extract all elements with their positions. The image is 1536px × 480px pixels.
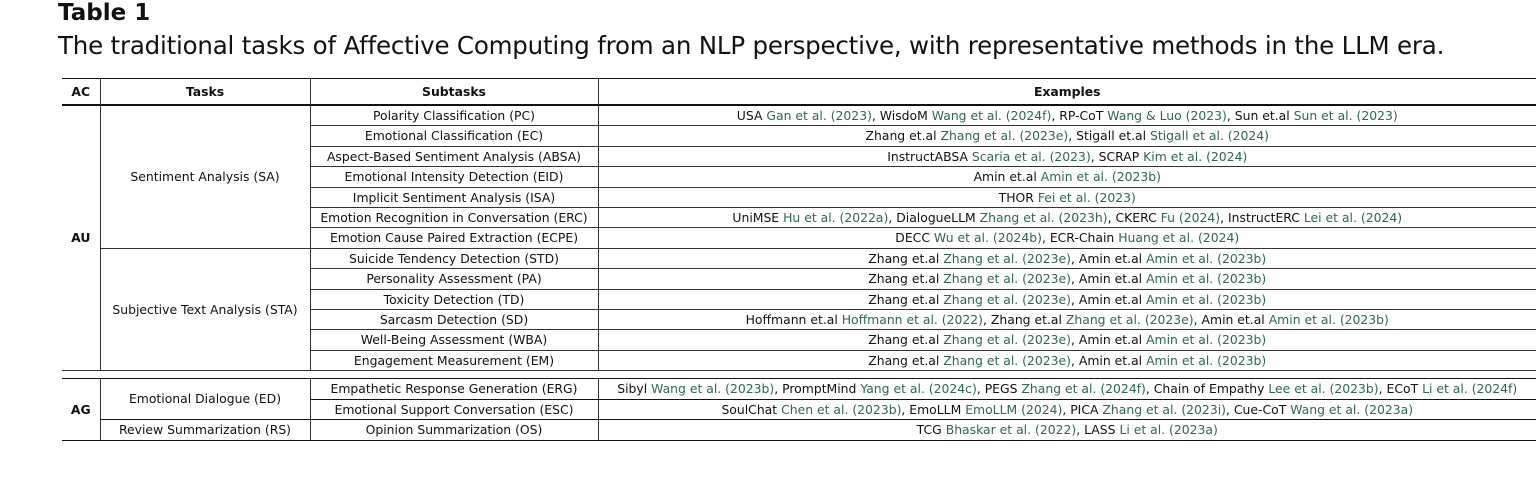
examples-cell [598, 167, 1536, 187]
citation-link[interactable]: Bhaskar et al. (2022) [945, 422, 1077, 438]
method-text: , LASS [1076, 422, 1120, 438]
method-text: , Amin et.al [1071, 291, 1147, 307]
method-text: USA [736, 108, 767, 123]
method-text: , SCRAP [1090, 148, 1144, 164]
citation-link[interactable]: Li et al. (2024f) [1422, 381, 1518, 397]
method-text: , Amin et.al [1071, 352, 1147, 368]
citation-link[interactable]: Amin et al. (2023b) [1146, 291, 1267, 307]
subtask-cell: Emotional Intensity Detection (EID) [310, 167, 598, 187]
table-row [62, 379, 1536, 399]
group-separator [62, 371, 1536, 379]
method-text: SoulChat [721, 401, 782, 417]
method-text: , Zhang et.al [983, 312, 1066, 328]
task-cell: Review Summarization (RS) [100, 420, 310, 440]
method-text: , PromptMind [774, 381, 861, 397]
method-text: , ECR-Chain [1041, 230, 1119, 246]
method-text: , CKERC [1107, 210, 1161, 226]
examples-cell [598, 269, 1536, 289]
ac-category-cell: AG [62, 379, 100, 440]
method-text: Zhang et.al [868, 291, 944, 307]
method-text: Amin et.al [973, 169, 1041, 185]
citation-link[interactable]: Amin et al. (2023b) [1040, 169, 1161, 185]
subtask-cell: Suicide Tendency Detection (STD) [310, 248, 598, 268]
citation-link[interactable]: Amin et al. (2023b) [1146, 332, 1267, 348]
citation-link[interactable]: Amin et al. (2023b) [1268, 312, 1389, 328]
citation-link[interactable]: Zhang et al. (2023e) [1065, 312, 1194, 328]
examples-cell [598, 289, 1536, 309]
examples-cell [598, 187, 1536, 207]
method-text: , RP-CoT [1051, 108, 1108, 123]
header-ac: AC [62, 79, 100, 106]
examples-cell [598, 146, 1536, 166]
method-text: THOR [998, 189, 1038, 205]
method-text: DECC [895, 230, 934, 246]
citation-link[interactable]: Zhang et al. (2023e) [943, 250, 1071, 266]
examples-cell [598, 228, 1536, 248]
table-row [62, 248, 1536, 268]
citation-link[interactable]: Hoffmann et al. (2022) [841, 312, 984, 328]
citation-link[interactable]: Wang et al. (2023b) [651, 381, 775, 397]
citation-link[interactable]: Lei et al. (2024) [1303, 210, 1403, 226]
subtask-cell: Empathetic Response Generation (ERG) [310, 379, 598, 399]
subtask-cell: Implicit Sentiment Analysis (ISA) [310, 187, 598, 207]
examples-cell [598, 350, 1536, 370]
citation-link[interactable]: Lee et al. (2023b) [1268, 381, 1379, 397]
subtask-cell: Emotion Recognition in Conversation (ERC) [310, 208, 598, 228]
subtask-cell: Engagement Measurement (EM) [310, 350, 598, 370]
examples-cell [598, 399, 1536, 419]
subtask-cell: Emotion Cause Paired Extraction (ECPE) [310, 228, 598, 248]
citation-link[interactable]: Zhang et al. (2023h) [979, 210, 1108, 226]
method-text: , Amin et.al [1071, 271, 1147, 287]
examples-cell [598, 330, 1536, 350]
separator-cell [62, 371, 1536, 379]
subtask-cell: Sarcasm Detection (SD) [310, 310, 598, 330]
header-subtasks: Subtasks [310, 79, 598, 106]
method-text: Zhang et.al [868, 352, 944, 368]
citation-link[interactable]: Huang et al. (2024) [1118, 230, 1240, 246]
subtask-cell: Polarity Classification (PC) [310, 105, 598, 126]
table-row [62, 105, 1536, 126]
method-text: , Amin et.al [1071, 332, 1147, 348]
citation-link[interactable]: Zhang et al. (2023e) [943, 291, 1071, 307]
citation-link[interactable]: Fei et al. (2023) [1037, 189, 1136, 205]
ac-category-cell: AU [62, 105, 100, 371]
citation-link[interactable]: Wang et al. (2023a) [1290, 401, 1414, 417]
examples-cell [598, 310, 1536, 330]
citation-link[interactable]: Zhang et al. (2023e) [943, 271, 1071, 287]
examples-cell [598, 379, 1536, 399]
citation-link[interactable]: Scaria et al. (2023) [971, 148, 1091, 164]
method-text: , EmoLLM [901, 401, 966, 417]
method-text: , Amin et.al [1193, 312, 1269, 328]
method-text: Zhang et.al [868, 271, 944, 287]
method-text: , DialogueLLM [888, 210, 980, 226]
examples-cell [598, 208, 1536, 228]
citation-link[interactable]: Zhang et al. (2023e) [943, 352, 1071, 368]
citation-link[interactable]: Chen et al. (2023b) [781, 401, 902, 417]
examples-cell [598, 126, 1536, 146]
subtask-cell: Well-Being Assessment (WBA) [310, 330, 598, 350]
citation-link[interactable]: Zhang et al. (2023e) [943, 332, 1071, 348]
task-cell: Sentiment Analysis (SA) [100, 105, 310, 248]
citation-link[interactable]: Zhang et al. (2024f) [1021, 381, 1146, 397]
method-text: , Chain of Empathy [1145, 381, 1269, 397]
task-cell: Subjective Text Analysis (STA) [100, 248, 310, 370]
table-label: Table 1 [58, 0, 151, 26]
citation-link[interactable]: Wang et al. (2024f) [931, 108, 1052, 123]
method-text: , PICA [1062, 401, 1103, 417]
citation-link[interactable]: Wang & Luo (2023) [1107, 108, 1227, 123]
method-text: , ECoT [1378, 381, 1423, 397]
table-caption: The traditional tasks of Affective Computing from an NLP perspective, with representative methods in the LLM era. [58, 31, 1445, 60]
header-examples: Examples [598, 79, 1536, 106]
citation-link[interactable]: Yang et al. (2024c) [860, 381, 977, 397]
citation-link[interactable]: Zhang et al. (2023e) [940, 128, 1069, 144]
subtask-cell: Personality Assessment (PA) [310, 269, 598, 289]
affective-computing-table [62, 78, 1536, 441]
method-text: InstructABSA [887, 148, 972, 164]
method-text: , WisdoM [871, 108, 932, 123]
citation-link[interactable]: Wu et al. (2024b) [933, 230, 1042, 246]
citation-link[interactable]: Gan et al. (2023) [766, 108, 872, 123]
citation-link[interactable]: Kim et al. (2024) [1143, 148, 1248, 164]
method-text: Zhang et.al [865, 128, 941, 144]
citation-link[interactable]: Amin et al. (2023b) [1146, 250, 1267, 266]
table-header-row [62, 79, 1536, 106]
method-text: Hoffmann et.al [745, 312, 842, 328]
method-text: TCG [916, 422, 946, 438]
task-cell: Emotional Dialogue (ED) [100, 379, 310, 420]
citation-link[interactable]: Fu (2024) [1160, 210, 1221, 226]
header-tasks: Tasks [100, 79, 310, 106]
method-text: , Sun et.al [1226, 108, 1294, 123]
citation-link[interactable]: EmoLLM (2024) [965, 401, 1063, 417]
citation-link[interactable]: Stigall et al. (2024) [1150, 128, 1269, 144]
subtask-cell: Emotional Support Conversation (ESC) [310, 399, 598, 419]
examples-cell [598, 105, 1536, 126]
citation-link[interactable]: Hu et al. (2022a) [783, 210, 889, 226]
subtask-cell: Emotional Classification (EC) [310, 126, 598, 146]
method-text: Sibyl [617, 381, 652, 397]
subtask-cell: Aspect-Based Sentiment Analysis (ABSA) [310, 146, 598, 166]
method-text: , InstructERC [1220, 210, 1304, 226]
method-text: UniMSE [732, 210, 784, 226]
method-text: , Stigall et.al [1068, 128, 1150, 144]
method-text: , Cue-CoT [1225, 401, 1291, 417]
examples-cell [598, 248, 1536, 268]
subtask-cell: Opinion Summarization (OS) [310, 420, 598, 440]
examples-cell [598, 420, 1536, 440]
subtask-cell: Toxicity Detection (TD) [310, 289, 598, 309]
citation-link[interactable]: Amin et al. (2023b) [1146, 271, 1267, 287]
table-row [62, 420, 1536, 440]
citation-link[interactable]: Li et al. (2023a) [1119, 422, 1218, 438]
citation-link[interactable]: Zhang et al. (2023i) [1102, 401, 1226, 417]
method-text: , PEGS [976, 381, 1022, 397]
method-text: Zhang et.al [868, 332, 944, 348]
citation-link[interactable]: Sun et al. (2023) [1293, 108, 1398, 123]
citation-link[interactable]: Amin et al. (2023b) [1146, 352, 1267, 368]
method-text: , Amin et.al [1071, 250, 1147, 266]
method-text: Zhang et.al [868, 250, 944, 266]
